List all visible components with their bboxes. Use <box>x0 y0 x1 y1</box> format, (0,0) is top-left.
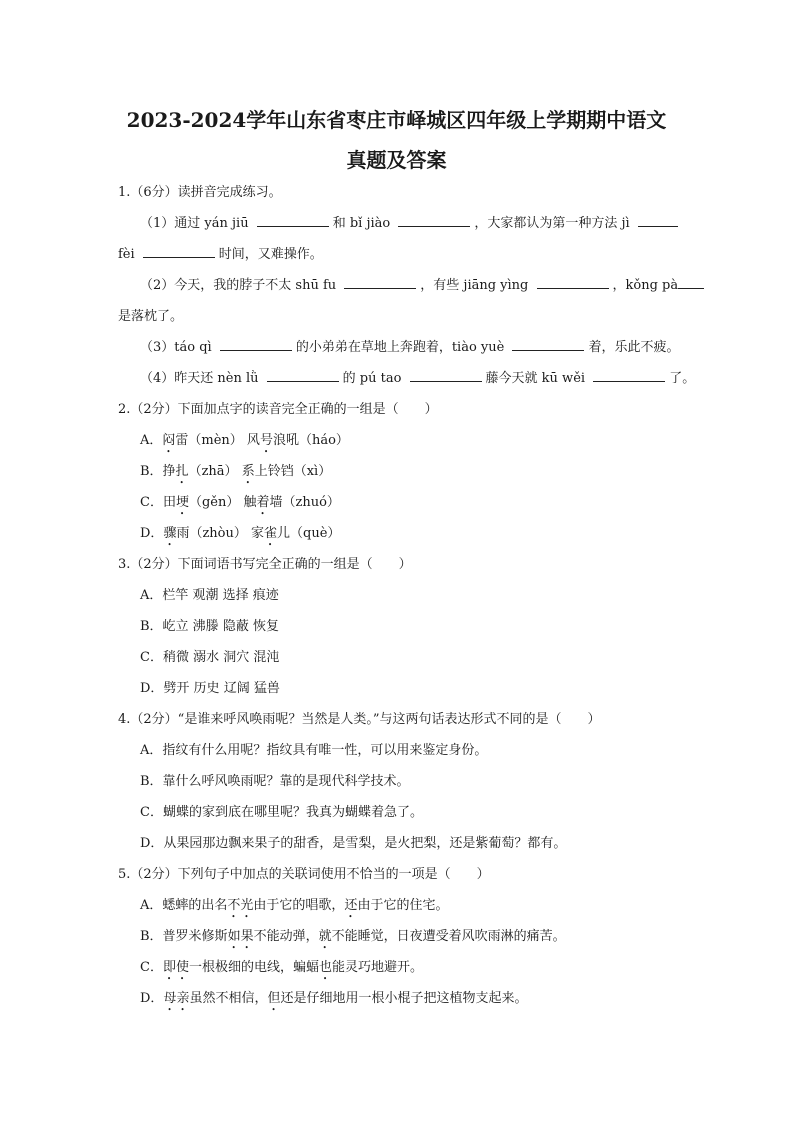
dotted-character: 还 <box>344 898 358 913</box>
question-item <box>118 335 688 366</box>
text-segment: 还是仔细地用一根小棍子把这植物支起来。 <box>280 991 528 1006</box>
text-segment: 虽然不相信， <box>189 991 268 1006</box>
text-segment: A． <box>140 433 163 448</box>
text-segment: fèi <box>118 247 139 262</box>
text-segment: C．蝴蝶的家到底在哪里呢？我真为蝴蝶着急了。 <box>140 805 423 820</box>
answer-blank[interactable] <box>220 336 292 351</box>
answer-blank[interactable] <box>410 367 482 382</box>
text-segment: （1）通过 yán jiū <box>140 216 253 231</box>
dotted-character: 如果 <box>227 929 254 944</box>
text-segment: D．从果园那边飘来果子的甜香，是雪梨，是火把梨，还是紫葡萄？都有。 <box>140 836 567 851</box>
text-segment: 的 pú tao <box>342 371 406 386</box>
answer-blank[interactable] <box>398 212 470 227</box>
question-item <box>118 211 688 242</box>
question-item <box>118 893 688 924</box>
text-segment: （2）今天，我的脖子不太 shū fu <box>140 278 341 293</box>
text-segment: （4）昨天还 nèn lǜ <box>140 371 263 386</box>
question-stem <box>118 862 688 893</box>
text-segment: 由于它的住宅。 <box>357 898 449 913</box>
text-segment: 雨（zhòu） 家 <box>176 526 265 541</box>
answer-blank[interactable] <box>512 336 584 351</box>
answer-blank[interactable] <box>638 212 678 227</box>
dotted-character: 但 <box>267 991 281 1006</box>
text-segment: （zhā） <box>188 464 242 479</box>
question-item <box>118 521 688 552</box>
text-segment: 由于它的唱歌， <box>253 898 345 913</box>
text-segment: B．普罗米修斯 <box>140 929 228 944</box>
text-segment: 4.（2分）“是谁来呼风唤雨呢？当然是人类。”与这两句话表达形式不同的是（ ） <box>118 712 601 727</box>
text-segment: A．指纹有什么用呢？指纹具有唯一性，可以用来鉴定身份。 <box>140 743 488 758</box>
question-stem <box>118 552 688 583</box>
text-segment: ，有些 jiāng yìng <box>420 278 533 293</box>
text-segment: 和 bǐ jiào <box>332 216 395 231</box>
text-segment: 上铃铛（xì） <box>254 464 332 479</box>
text-segment: 着，乐此不疲。 <box>588 340 680 355</box>
question-item <box>118 459 688 490</box>
text-segment: ，大家都认为第一种方法 jì <box>474 216 634 231</box>
text-segment: D． <box>140 991 164 1006</box>
text-segment: B．靠什么呼风唤雨呢？靠的是现代科学技术。 <box>140 774 410 789</box>
text-segment: （gěn） 触 <box>188 495 257 510</box>
question-item <box>118 614 688 645</box>
text-segment: 浪吼（háo） <box>272 433 349 448</box>
text-segment: B．屹立 沸滕 隐蔽 恢复 <box>140 619 279 634</box>
answer-blank[interactable] <box>257 212 329 227</box>
text-segment: 雷（mèn） 风 <box>175 433 260 448</box>
question-stem <box>118 397 688 428</box>
text-segment: C． <box>140 960 163 975</box>
text-segment: 藤今天就 kū wěi <box>485 371 590 386</box>
dotted-character: 扎 <box>175 464 189 479</box>
answer-blank[interactable] <box>344 274 416 289</box>
question-item <box>118 831 688 862</box>
question-item <box>118 366 696 397</box>
question-item <box>118 955 688 986</box>
text-segment: 2.（2分）下面加点字的读音完全正确的一组是（ ） <box>118 402 438 417</box>
question-item <box>118 583 688 614</box>
question-stem <box>118 707 688 738</box>
document-title-line2: 真题及答案 <box>346 148 447 172</box>
text-segment: 3.（2分）下面词语书写完全正确的一组是（ ） <box>118 557 412 572</box>
question-continuation <box>118 242 688 273</box>
question-stem <box>118 180 688 211</box>
answer-blank[interactable] <box>537 274 609 289</box>
text-segment: 1.（6分）读拼音完成练习。 <box>118 185 282 200</box>
text-segment: 墙（zhuó） <box>269 495 340 510</box>
text-segment: 儿（què） <box>277 526 341 541</box>
text-segment: （3）táo qì <box>140 340 216 355</box>
dotted-character: 着 <box>256 495 270 510</box>
question-item <box>118 986 688 1017</box>
question-item <box>118 800 688 831</box>
dotted-character: 系 <box>241 464 255 479</box>
text-segment: ，kǒng pà <box>612 278 679 293</box>
answer-blank[interactable] <box>678 274 704 289</box>
text-segment: 一根极细的电线，蝙蝠 <box>188 960 319 975</box>
question-item <box>118 769 688 800</box>
dotted-character: 也 <box>318 960 332 975</box>
text-segment: 能灵巧地避开。 <box>332 960 424 975</box>
dotted-character: 闷 <box>162 433 176 448</box>
question-item <box>118 676 688 707</box>
dotted-character: 不光 <box>227 898 254 913</box>
text-segment: 5.（2分）下列句子中加点的关联词使用不恰当的一项是（ ） <box>118 867 490 882</box>
text-segment: A．栏竿 观潮 选择 痕迹 <box>140 588 279 603</box>
text-segment: 了。 <box>669 371 696 386</box>
answer-blank[interactable] <box>593 367 665 382</box>
text-segment: 不能睡觉，日夜遭受着风吹雨淋的痛苦。 <box>331 929 566 944</box>
question-item <box>118 738 688 769</box>
text-segment: B．挣 <box>140 464 176 479</box>
answer-blank[interactable] <box>143 243 215 258</box>
text-segment: A．蟋蟀的出名 <box>140 898 228 913</box>
question-item <box>118 273 688 304</box>
question-body <box>118 180 696 1017</box>
dotted-character: 母亲 <box>163 991 190 1006</box>
text-segment: 是落枕了。 <box>118 309 184 324</box>
question-item <box>118 428 688 459</box>
dotted-character: 雀 <box>264 526 278 541</box>
question-item <box>118 645 688 676</box>
answer-blank[interactable] <box>267 367 339 382</box>
question-continuation <box>118 304 688 335</box>
text-segment: D．劈开 历史 辽阔 猛兽 <box>140 681 280 696</box>
dotted-character: 就 <box>318 929 332 944</box>
question-item <box>118 490 688 521</box>
text-segment: 时间，又难操作。 <box>218 247 323 262</box>
text-segment: C．田 <box>140 495 176 510</box>
document-title: 2023-2024学年山东省枣庄市峄城区四年级上学期期中语文 <box>126 108 667 132</box>
dotted-character: 号 <box>259 433 273 448</box>
dotted-character: 骤 <box>163 526 177 541</box>
dotted-character: 埂 <box>175 495 189 510</box>
text-segment: C．稍微 溺水 洞穴 混沌 <box>140 650 280 665</box>
text-segment: D． <box>140 526 164 541</box>
dotted-character: 即使 <box>162 960 189 975</box>
text-segment: 不能动弹， <box>253 929 319 944</box>
text-segment: 的小弟弟在草地上奔跑着，tiào yuè <box>295 340 509 355</box>
question-item <box>118 924 688 955</box>
